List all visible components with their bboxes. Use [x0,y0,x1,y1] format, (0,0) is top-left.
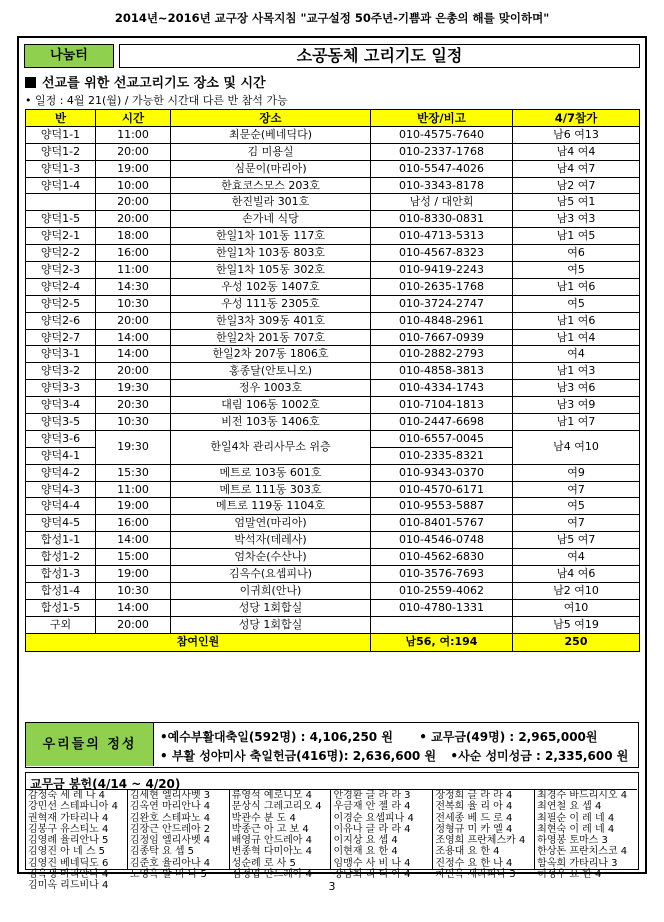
cell-place: 우성 111동 2305호 [171,295,371,312]
cell-ban: 구외 [26,616,96,633]
cell-time: 16:00 [96,515,171,532]
header-phone: 반장/비고 [371,110,513,127]
cell-time: 19:30 [96,380,171,397]
table-row [26,194,640,211]
page-title: 소공동체 고리기도 일정 [119,44,640,68]
cell-time: 20:00 [96,194,171,211]
name-entry: 정형규 미 카 엘 4 [435,823,513,835]
cell-ban: 합성1-1 [26,532,96,549]
cell-phone: 010-7104-1813 [371,397,513,414]
total-sum: 250 [513,633,640,651]
cell-phone: 010-4848-2961 [371,312,513,329]
cell-ban: 양덕1-4 [26,177,96,194]
cell-count: 남1 여7 [513,414,640,431]
cell-count: 남3 여9 [513,397,640,414]
cell-count: 남1 여3 [513,363,640,380]
header-time: 시간 [96,110,171,127]
cell-count: 여5 [513,295,640,312]
table-row [26,143,640,160]
name-column [535,790,637,881]
name-entry: 변종혁 다미아노 4 [231,846,312,858]
total-row [26,633,640,651]
name-entry: 권혁재 가타리나 4 [28,812,109,824]
table-row [26,211,640,228]
cell-count: 남6 여13 [513,126,640,143]
name-column [128,790,230,881]
cell-place: 메트로 119동 1104호 [171,498,371,515]
cell-ban: 양덕3-1 [26,346,96,363]
table-row [26,532,640,549]
cell-phone: 010-8330-0831 [371,211,513,228]
cell-time: 14:00 [96,532,171,549]
name-entry: 장남희 리 디 아 4 [333,869,411,881]
offering-line-1 [160,728,598,745]
cell-time: 10:30 [96,414,171,431]
church-tax-title: 교무금 봉헌(4/14 ~ 4/20) [30,777,181,791]
header-ban: 반 [26,110,96,127]
section-title: 선교를 위한 선교고리기도 장소 및 시간 [42,76,266,91]
name-entry: 김세현 엘리사벳 3 [129,790,211,801]
schedule-table [25,109,640,652]
cell-place: 한일1차 101동 117호 [171,228,371,245]
cell-phone: 010-3343-8178 [371,177,513,194]
name-entry: 김옥생 마리안나 4 [28,869,109,881]
cell-place: 비전 103동 1406호 [171,414,371,431]
cell-phone: 010-2635-1768 [371,278,513,295]
name-entry: 김완호 스테파노 4 [129,812,211,824]
page-header: 2014년~2016년 교구장 사목지침 "교구설정 50주년-기쁨과 은총의 해를 맞이하며" [114,11,550,25]
church-tax-list [25,772,639,892]
cell-place: 최문순(베네딕다) [171,126,371,143]
cell-phone: 010-8401-5767 [371,515,513,532]
name-entry: 김영진 베네딕도 6 [28,857,109,869]
cell-ban: 합성1-3 [26,566,96,583]
table-row [26,397,640,414]
cell-count: 여5 [513,498,640,515]
title-bar [24,44,640,68]
table-row [26,346,640,363]
table-row [26,380,640,397]
name-entry: 김종탁 요 셉 5 [129,846,195,858]
name-entry: 함옥희 가타리나 3 [537,857,618,869]
cell-place: 한일1차 105동 302호 [171,262,371,279]
cell-ban: 양덕2-4 [26,278,96,295]
table-row [26,262,640,279]
offering-line-2 [160,747,628,764]
cell-place: 한일4차 관리사무소 위층 [171,430,371,464]
cell-ban: 합성1-2 [26,549,96,566]
cell-time: 19:00 [96,566,171,583]
cell-time: 18:00 [96,228,171,245]
cell-ban: 양덕2-6 [26,312,96,329]
cell-phone: 010-2882-2793 [371,346,513,363]
name-entry: 안경환 글 라 라 3 [333,790,411,801]
cell-ban: 양덕2-1 [26,228,96,245]
cell-place: 정우 1003호 [171,380,371,397]
cell-time: 11:00 [96,126,171,143]
cell-time: 20:00 [96,616,171,633]
name-entry: 심정업 안드레아 4 [231,869,312,881]
name-entry: 김영진 아 네 스 5 [28,846,106,858]
cell-phone: 010-2337-1768 [371,143,513,160]
cell-time: 11:00 [96,481,171,498]
cell-count: 남5 여19 [513,616,640,633]
cell-time: 10:30 [96,295,171,312]
cell-time: 20:00 [96,211,171,228]
name-entry: 최필순 이 레 네 4 [537,812,615,824]
table-row [26,566,640,583]
cell-count: 남4 여7 [513,160,640,177]
vigil-offering: • 부활 성야미사 축일헌금(416명): 2,636,600 원 [160,749,437,763]
name-entry: 이유나 글 라 라 4 [333,823,411,835]
offering-label: 우리들의 정성 [26,723,154,766]
name-entry: 조용대 요 한 4 [435,846,500,858]
table-row [26,481,640,498]
table-row [26,430,640,447]
name-entry: 김미옥 리드비나 4 [28,880,109,892]
name-entry: 진정수 요 한 나 4 [435,857,513,869]
name-entry: 김장근 안드레아 2 [129,823,211,835]
cell-time: 15:00 [96,549,171,566]
church-tax-offering: • 교무금(49명) : 2,965,000원 [419,730,598,744]
name-column [230,790,332,881]
cell-time: 11:00 [96,262,171,279]
name-entry: 최현숙 이 레 네 4 [537,823,615,835]
cell-place: 엄차순(수산나) [171,549,371,566]
cell-ban: 양덕4-4 [26,498,96,515]
cell-count: 여10 [513,599,640,616]
name-column [26,790,128,892]
cell-count: 남5 여7 [513,532,640,549]
cell-ban: 양덕1-1 [26,126,96,143]
table-row [26,295,640,312]
cell-phone: 010-4780-1331 [371,599,513,616]
name-entry: 김옥연 마리안나 4 [129,801,211,813]
name-entry: 이현재 요 한 4 [333,846,398,858]
cell-ban: 양덕1-5 [26,211,96,228]
cell-ban: 양덕3-4 [26,397,96,414]
total-label: 참여인원 [26,633,371,651]
name-column [332,790,434,881]
name-entry: 하영봉 토마스 3 [537,835,608,847]
cell-phone: 010-5547-4026 [371,160,513,177]
cell-phone: 010-4570-6171 [371,481,513,498]
cell-place: 우성 102동 1407호 [171,278,371,295]
table-row [26,312,640,329]
cell-time: 14:00 [96,599,171,616]
cell-ban: 양덕3-6 [26,430,96,447]
table-row [26,177,640,194]
name-entry: 차인옥 세라피나 3 [435,869,516,881]
cell-count: 남1 여6 [513,312,640,329]
total-count: 남56, 여:194 [371,633,513,651]
cell-time: 20:00 [96,143,171,160]
table-header-row [26,110,640,127]
name-entry: 이지상 요 셉 4 [333,835,398,847]
name-entry: 류영석 예로니모 4 [231,790,312,801]
table-row [26,245,640,262]
cell-count: 여7 [513,481,640,498]
cell-time: 14:00 [96,346,171,363]
cell-count: 남3 여3 [513,211,640,228]
cell-phone: 010-4858-3813 [371,363,513,380]
cell-time: 20:00 [96,363,171,380]
cell-ban: 양덕4-5 [26,515,96,532]
cell-count: 여4 [513,346,640,363]
cell-ban: 양덕3-2 [26,363,96,380]
cell-time: 14:30 [96,278,171,295]
cell-count: 남4 여4 [513,143,640,160]
cell-count: 남1 여5 [513,228,640,245]
name-entry: 성순례 로 사 5 [231,857,296,869]
cell-place: 성당 1회합실 [171,599,371,616]
cell-count: 여6 [513,245,640,262]
cell-count: 여4 [513,549,640,566]
cell-count: 여7 [513,515,640,532]
name-entry: 조영희 프란체스카 4 [435,835,526,847]
table-row [26,582,640,599]
cell-ban: 합성1-4 [26,582,96,599]
cell-time: 14:00 [96,329,171,346]
table-row [26,616,640,633]
cell-time: 19:00 [96,498,171,515]
cell-time: 20:30 [96,397,171,414]
cell-ban: 양덕2-7 [26,329,96,346]
name-entry: 박관수 분 도 4 [231,812,296,824]
cell-ban: 양덕3-3 [26,380,96,397]
cell-phone: 010-7667-0939 [371,329,513,346]
name-entry: 김준호 율리아나 4 [129,857,211,869]
name-entry: 문상식 그레고리오 4 [231,801,322,813]
cell-ban: 양덕2-3 [26,262,96,279]
cell-ban: 양덕4-3 [26,481,96,498]
cell-place: 한일2차 207동 1806호 [171,346,371,363]
content-box [17,36,647,892]
cell-time: 19:00 [96,160,171,177]
cell-place: 손가네 식당 [171,211,371,228]
cell-phone [371,616,513,633]
cell-place: 성당 1회합실 [171,616,371,633]
offering-summary [25,722,639,768]
table-row [26,498,640,515]
name-entry: 김영례 율리안나 5 [28,835,109,847]
name-entry: 김봉구 유스티노 4 [28,823,109,835]
cell-ban: 양덕1-3 [26,160,96,177]
cell-place: 엄말연(마리아) [171,515,371,532]
cell-time: 10:30 [96,582,171,599]
cell-time: 20:00 [96,312,171,329]
cell-ban: 양덕1-2 [26,143,96,160]
cell-phone: 010-2559-4062 [371,582,513,599]
cell-phone: 010-4562-6830 [371,549,513,566]
cell-ban: 양덕4-1 [26,447,96,464]
cell-ban: 양덕3-5 [26,414,96,431]
cell-place: 한효코스모스 203호 [171,177,371,194]
table-row [26,126,640,143]
cell-ban: 양덕4-2 [26,464,96,481]
cell-phone: 010-4575-7640 [371,126,513,143]
table-row [26,329,640,346]
table-row [26,515,640,532]
name-entry: 강민선 스테파니아 4 [28,801,118,813]
name-entry: 전복희 율 리 아 4 [435,801,513,813]
cell-place: 홍종달(안토니오) [171,363,371,380]
table-row [26,160,640,177]
square-bullet-icon [25,77,36,88]
cell-count: 남2 여10 [513,582,640,599]
name-entry: 감정숙 세 레 나 4 [28,790,106,801]
name-entry: 장정희 글 라 라 4 [435,790,513,801]
name-entry: 허성우 요 한 4 [537,869,602,881]
cell-place: 한일3차 309동 401호 [171,312,371,329]
name-entry: 전세종 베 드 로 4 [435,812,513,824]
cell-phone: 010-4567-8323 [371,245,513,262]
cell-time: 16:00 [96,245,171,262]
cell-phone: 010-4713-5313 [371,228,513,245]
cell-count: 남2 여7 [513,177,640,194]
cell-place: 메트로 103동 601호 [171,464,371,481]
name-entry: 이경순 요셉피나 4 [333,812,414,824]
cell-count: 남4 여6 [513,566,640,583]
cell-count: 남4 여10 [513,430,640,464]
cell-place: 김옥수(요셉피나) [171,566,371,583]
cell-phone: 010-4546-0748 [371,532,513,549]
cell-place: 메트로 111동 303호 [171,481,371,498]
table-row [26,549,640,566]
name-entry: 최연철 요 셉 4 [537,801,602,813]
cell-count: 남5 여1 [513,194,640,211]
cell-place: 심문이(마리아) [171,160,371,177]
cell-ban: 양덕2-5 [26,295,96,312]
table-row [26,278,640,295]
table-row [26,363,640,380]
name-entry: 한상돈 프란치스코 4 [537,846,628,858]
cell-place: 박석자(데레사) [171,532,371,549]
name-entry: 박종근 아 고 보 4 [231,823,309,835]
cell-count: 남1 여4 [513,329,640,346]
easter-offering: •예수부활대축일(592명) : 4,106,250 원 [160,730,393,744]
page-number: 3 [328,880,336,893]
section-tag: 나눔터 [24,44,114,68]
cell-count: 여9 [513,464,640,481]
table-row [26,599,640,616]
cell-phone: 010-2447-6698 [371,414,513,431]
cell-time: 19:30 [96,430,171,464]
cell-ban [26,194,96,211]
name-column [433,790,535,881]
cell-place: 이귀희(안나) [171,582,371,599]
cell-phone: 010-6557-0045 [371,430,513,447]
cell-phone: 남성 / 대안회 [371,194,513,211]
cell-place: 대림 106동 1002호 [171,397,371,414]
header-count: 4/7참가 [513,110,640,127]
cell-place: 김 미용실 [171,143,371,160]
cell-count: 남3 여6 [513,380,640,397]
cell-phone: 010-9419-2243 [371,262,513,279]
cell-phone: 010-9343-0370 [371,464,513,481]
lent-offering: •사순 성미성금 : 2,335,600 원 [450,749,629,763]
name-entry: 김정임 엘리사벳 4 [129,835,211,847]
cell-place: 한진빌라 301호 [171,194,371,211]
cell-place: 한일1차 103동 803호 [171,245,371,262]
section-heading [25,72,266,91]
name-entry: 최경수 바드리시오 4 [537,790,628,801]
name-entry: 우금재 안 젤 라 4 [333,801,411,813]
name-entry: 배영규 안드레아 4 [231,835,312,847]
cell-time: 15:30 [96,464,171,481]
cell-count: 남1 여6 [513,278,640,295]
name-entry: 임맹수 사 비 나 4 [333,857,411,869]
header-place: 장소 [171,110,371,127]
cell-ban: 합성1-5 [26,599,96,616]
cell-count: 여5 [513,262,640,279]
cell-phone: 010-3724-2747 [371,295,513,312]
table-row [26,464,640,481]
schedule-note: • 일정 : 4월 21(월) / 가능한 시간대 다른 반 참석 가능 [25,94,288,107]
cell-place: 한일2차 201동 707호 [171,329,371,346]
cell-ban: 양덕2-2 [26,245,96,262]
name-columns [26,789,637,892]
cell-phone: 010-4334-1743 [371,380,513,397]
cell-phone: 010-3576-7693 [371,566,513,583]
cell-time: 10:00 [96,177,171,194]
table-row [26,414,640,431]
cell-phone: 010-9553-5887 [371,498,513,515]
name-entry: 노영옥 발 비 나 5 [129,869,207,881]
table-row [26,228,640,245]
cell-phone: 010-2335-8321 [371,447,513,464]
